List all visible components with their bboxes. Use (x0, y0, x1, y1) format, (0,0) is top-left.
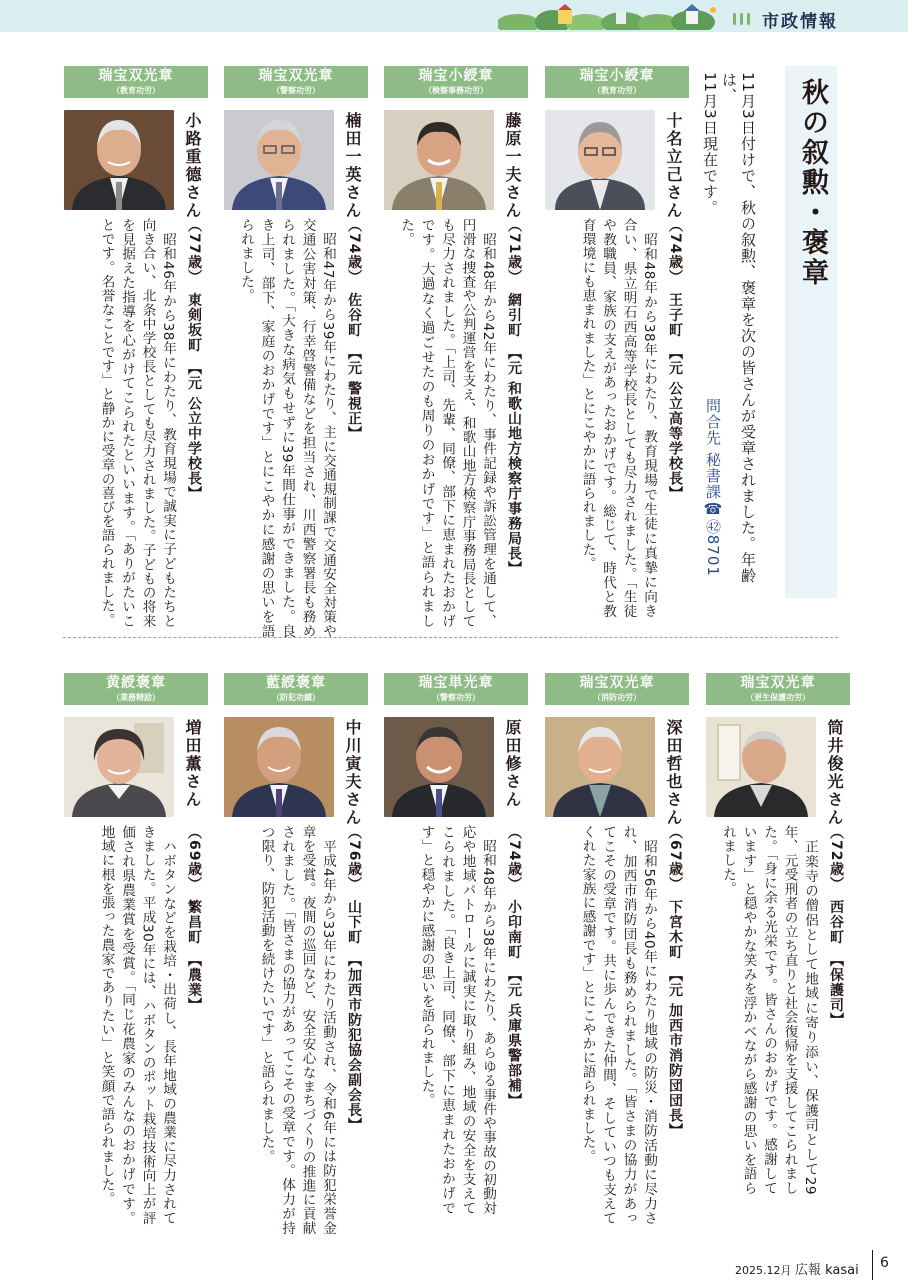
person-meta: （76歳） 山下町 【加西市防犯協会副会長】 (346, 825, 362, 1133)
page-number: 6 (880, 1255, 889, 1271)
award-name: 黄綬褒章 (106, 675, 166, 691)
person-description: 昭和47年から39年にわたり、主に交通規制課で交通安全対策や交通公害対策、行幸啓警備などを担当され、川西警察署長も務められました。「大きな病気もせずに39年間仕事ができました。良き上司、部下、家庭のおかげです」とにこやかに感謝の思いを語られました。 (238, 218, 336, 638)
person-name: 深田哲也さん (664, 719, 683, 827)
footer-rule (872, 1250, 873, 1280)
person-name: 小路重德さん (183, 112, 202, 220)
issue-date: 2025.12月 (735, 1264, 792, 1277)
header-decoration (733, 13, 750, 25)
intro-line: 11月3日付けで、秋の叙勲、褒章を次の皆さんが受章されました。年齢は、 (720, 72, 757, 584)
award-category: （更生保護功労） (746, 693, 810, 702)
portrait-photo (224, 717, 334, 817)
award-name: 瑞宝双光章 (98, 68, 174, 84)
award-category: （教育功労） (593, 86, 641, 95)
award-badge (64, 673, 208, 705)
award-badge (384, 66, 528, 98)
profile-card (64, 673, 208, 1233)
person-meta: （74歳） 小印南町 【元 兵庫県警部補】 (506, 825, 522, 1109)
award-category: （業務精励） (112, 693, 160, 702)
section-divider (63, 637, 838, 638)
article-title: 秋の叙勲・褒章 (797, 78, 828, 288)
person-name: 楠田一英さん (343, 112, 362, 220)
award-name: 瑞宝双光章 (740, 675, 816, 691)
profile-card (224, 66, 368, 638)
award-name: 藍綬褒章 (266, 675, 326, 691)
person-description: 昭和48年から38年にわたり、あらゆる事件や事故の初動対応や地域パトロールに誠実に取り組み、地域の安全を支えてこられました。「良き上司、同僚、部下に恵まれたおかげです」と穏やかに感謝の思いを語られました。 (418, 825, 496, 1215)
award-category: （検察事務功労） (424, 86, 488, 95)
person-name: 中川寅夫さん (343, 719, 362, 827)
person-name: 原田修さん (503, 719, 522, 809)
award-name: 瑞宝双光章 (579, 675, 655, 691)
profile-card (224, 673, 368, 1233)
person-meta: （72歳） 西谷町 【保護司】 (828, 825, 844, 1028)
contact-info: 問合先 秘書課☎㊷8701 (704, 398, 722, 577)
person-name: 十名立己さん (664, 112, 683, 220)
award-badge (224, 673, 368, 705)
portrait-photo (545, 110, 655, 210)
person-description: 平成4年から33年にわたり活動され、令和6年には防犯栄誉金章を受賞。夜間の巡回など、安全安心なまちづくりの推進に貢献されました。「皆さまの協力があってこその受章です。体力が持つ限り、防犯活動を続けたいです」と語られました。 (258, 825, 336, 1235)
award-name: 瑞宝小綬章 (418, 68, 494, 84)
person-name: 藤原一夫さん (503, 112, 522, 220)
award-category: （警察功労） (272, 86, 320, 95)
award-category: （消防功労） (593, 693, 641, 702)
award-name: 瑞宝小綬章 (579, 68, 655, 84)
award-badge (706, 673, 850, 705)
profile-card (384, 66, 528, 626)
person-meta: （74歳） 佐谷町 【元 警視正】 (346, 218, 362, 442)
person-description: 正楽寺の僧侶として地域に寄り添い、保護司として29年、元受刑者の立ち直りと社会復帰を支援してこられました。「身に余る光栄です。皆さんのおかげです。感謝しています」と穏やかな笑みを浮かべながら感謝の思いを語られました。 (720, 825, 818, 1195)
award-category: （警察功労） (432, 693, 480, 702)
portrait-photo (384, 717, 494, 817)
publication-brand: 広報 kasai (795, 1263, 859, 1278)
person-description: 昭和56年から40年にわたり地域の防災・消防活動に尽力され、加西市消防団長も務められました。「皆さまの協力があってこその受章です。共に歩んできた仲間、そしていつも支えてくれた家族に感謝です」とにこやかに語られました。 (579, 825, 657, 1225)
portrait-photo (64, 717, 174, 817)
award-badge (384, 673, 528, 705)
award-badge (545, 673, 689, 705)
award-category: （防犯功績） (272, 693, 320, 702)
profile-card (545, 673, 689, 1233)
intro-line: 11月3日現在です。 (701, 72, 719, 216)
portrait-photo (384, 110, 494, 210)
profile-card (706, 673, 850, 1233)
person-name: 筒井俊光さん (825, 719, 844, 827)
award-badge (545, 66, 689, 98)
portrait-photo (224, 110, 334, 210)
person-meta: （71歳） 網引町 【元 和歌山地方検察庁事務局長】 (506, 218, 522, 577)
person-meta: （77歳） 東剣坂町 【元 公立中学校長】 (186, 218, 202, 502)
award-badge (224, 66, 368, 98)
person-description: 昭和48年から42年にわたり、事件記録や訴訟管理を通して、円滑な捜査や公判運営を支え、和歌山地方検察庁事務局長としても尽力されました。「上司、先輩、同僚、部下に恵まれたおかげです。大過なく過ごせたのも周りのおかげです」と語られました。 (398, 218, 496, 628)
person-description: ハボタンなどを栽培・出荷し、長年地域の農業に尽力されてきました。平成30年には、ハボタンのポット栽培技術向上が評価され県農業賞を受賞。「同じ花農家のみんなのおかげです。地域に根を張った農家でありたい」と笑顔で語られました。 (98, 825, 176, 1225)
profile-card (384, 673, 528, 1233)
award-name: 瑞宝単光章 (418, 675, 494, 691)
portrait-photo (545, 717, 655, 817)
person-name: 増田薫さん (183, 719, 202, 809)
section-title: 市政情報 (762, 12, 838, 32)
header-bar (0, 0, 908, 32)
person-meta: （67歳） 下宮木町 【元 加西市消防団団長】 (667, 825, 683, 1139)
award-name: 瑞宝双光章 (258, 68, 334, 84)
profile-card (545, 66, 689, 626)
article-title-box (785, 66, 837, 598)
portrait-photo (64, 110, 174, 210)
portrait-photo (706, 717, 816, 817)
profile-card (64, 66, 208, 626)
person-description: 昭和46年から38年にわたり、教育現場で誠実に子どもたちと向き合い、北条中学校長としても尽力されました。子どもの将来を見据えた指導を心がけてこられたといいます。「ありがたいことです。名誉なことです」と静かに受章の喜びを語られました。 (98, 218, 176, 628)
award-badge (64, 66, 208, 98)
person-meta: （69歳） 繁昌町 【農業】 (186, 825, 202, 1013)
town-illustration-icon (498, 2, 728, 30)
page-footer (735, 1259, 859, 1278)
person-description: 昭和48年から38年にわたり、教育現場で生徒に真摯に向き合い、県立明石西高等学校長としても尽力されました。「生徒や教職員、家族の支えがあったおかげです。総じて、時代と教育環境にも恵まれました」とにこやかに語られました。 (579, 218, 657, 618)
person-meta: （74歳） 王子町 【元 公立高等学校長】 (667, 218, 683, 502)
award-category: （教育功労） (112, 86, 160, 95)
